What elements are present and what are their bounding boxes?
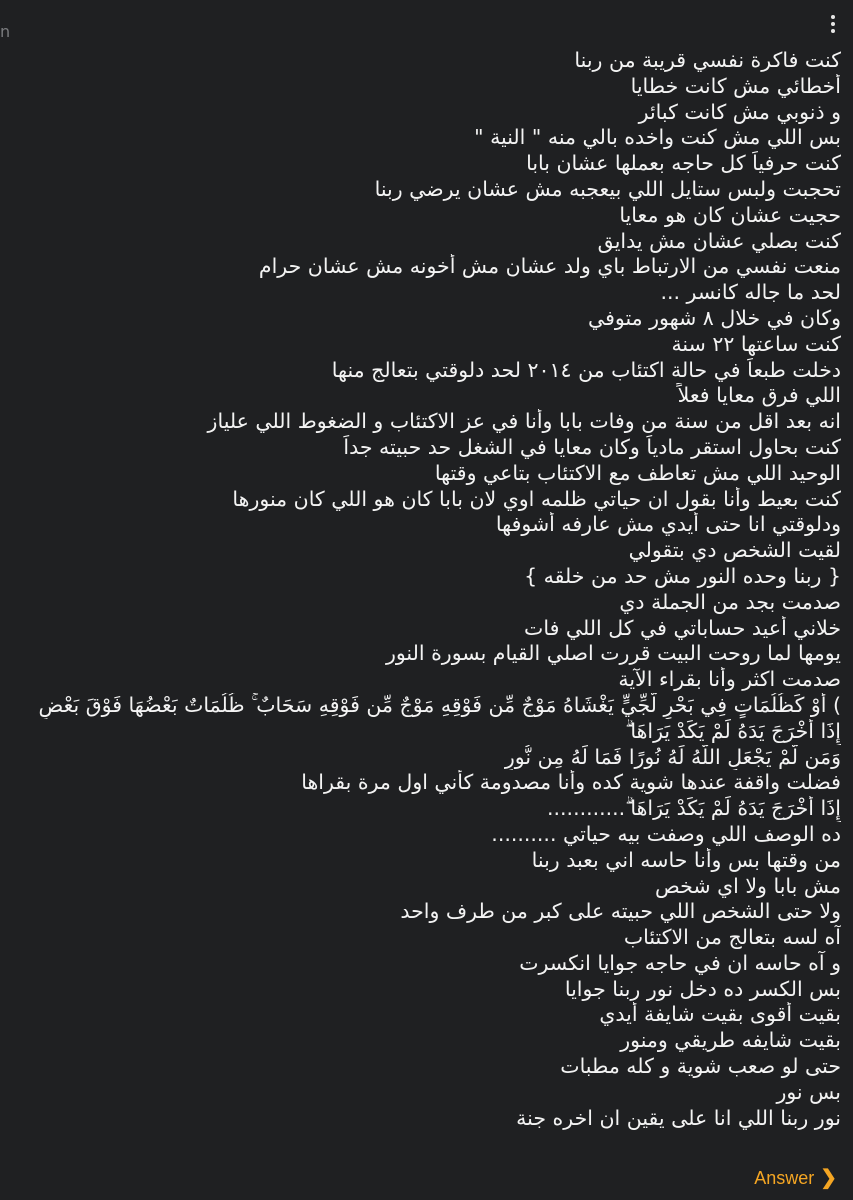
post-line: آه لسه بتعالج من الاكتئاب — [623, 925, 841, 950]
post-line: أخطائي مش كانت خطايا — [630, 73, 841, 98]
post-line: كنت حرفياً كل حاجه بعملها عشان بابا — [526, 151, 841, 176]
post-line: نور ربنا اللي انا على يقين ان اخره جنة — [516, 1105, 841, 1130]
post-line: منعت نفسي من الارتباط باي ولد عشان مش أخونه مش عشان حرام — [258, 254, 841, 279]
post-line: ولا حتى الشخص اللي حبيته على كبر من طرف واحد — [400, 899, 841, 924]
post-line: و آه حاسه ان في حاجه جوايا انكسرت — [519, 950, 841, 975]
left-edge-fragment: n — [0, 22, 11, 41]
post-line: كنت فاكرة نفسي قريبة من ربنا — [574, 48, 841, 72]
post-line: صدمت اكثر وأنا بقراء الآية — [618, 667, 841, 692]
post-line: لحد ما جاله كانسر ... — [660, 280, 841, 305]
post-line: فضلت واقفة عندها شوية كده وأنا مصدومة كأني اول مرة بقراها — [301, 770, 841, 795]
post-line: إِذَا أَخْرَجَ يَدَهُ لَمْ يَكَدْ يَرَاهَا ۗ............ — [547, 796, 841, 821]
post-line: خلاني أعيد حساباتي في كل اللي فات — [524, 615, 841, 640]
post-line: بس الكسر ده دخل نور ربنا جوايا — [564, 976, 841, 1001]
answer-button[interactable] — [754, 1166, 837, 1190]
post-line: الوحيد اللي مش تعاطف مع الاكتئاب بتاعي وقتها — [434, 460, 841, 485]
answer-label: Answer — [754, 1167, 815, 1188]
more-vertical-icon — [831, 15, 835, 19]
post-line: حتى لو صعب شوية و كله مطبات — [560, 1054, 841, 1079]
post-line: ده الوصف اللي وصفت بيه حياتي .......... — [491, 821, 841, 846]
post-line: تحجبت ولبس ستايل اللي بيعجبه مش عشان يرضي ربنا — [374, 176, 841, 201]
post-line: كنت ساعتها ٢٢ سنة — [671, 331, 841, 356]
more-options-button[interactable] — [825, 10, 841, 38]
post-line: انه بعد اقل من سنة من وفات بابا وأنا في عز الاكتئاب و الضغوط اللي علياز — [207, 409, 841, 434]
post-line: إِذَا أَخْرَجَ يَدَهُ لَمْ يَكَدْ يَرَاهَا ۗ — [625, 718, 841, 743]
post-line: اللي فرق معايا فعلاً — [677, 383, 841, 408]
post-line: بس نور — [776, 1079, 841, 1104]
post-line: من وقتها بس وأنا حاسه اني بعبد ربنا — [531, 847, 841, 872]
post-line: ودلوقتي انا حتى أيدي مش عارفه أشوفها — [495, 512, 841, 537]
post-line: { ربنا وحده النور مش حد من خلقه } — [524, 563, 841, 588]
post-line: وكان في خلال ٨ شهور متوفي — [587, 305, 841, 330]
post-line: بس اللي مش كنت واخده بالي منه " النية " — [474, 125, 841, 150]
post-line: كنت بصلي عشان مش يدايق — [597, 228, 841, 253]
post-line: كنت بعيط وأنا بقول ان حياتي ظلمه اوي لان بابا كان هو اللي كان منورها — [232, 486, 841, 511]
post-line: بقيت شايفه طريقي ومنور — [620, 1028, 841, 1053]
chevron-right-icon: ❯ — [820, 1167, 837, 1189]
post-body — [16, 48, 841, 1131]
post-line: مش بابا ولا اي شخص — [655, 873, 841, 898]
post-line: ) أَوْ كَظُلُمَاتٍ فِي بَحْرٍ لُّجِّيٍّ يَغْشَاهُ مَوْجٌ مِّن فَوْقِهِ مَوْجٌ مِّن فَوْقِهِ سَحَابٌ ۚ ظُلُمَاتٌ بَعْضُهَا فَوْقَ بَعْضٍ — [38, 692, 841, 717]
post-line: بقيت أقوى بقيت شايفة أيدي — [599, 1002, 841, 1027]
post-line: لقيت الشخص دي بتقولي — [628, 538, 841, 563]
post-line: كنت بحاول استقر مادياً وكان معايا في الشغل حد حبيته جداً — [343, 434, 841, 459]
post-line: حجيت عشان كان هو معايا — [619, 202, 841, 227]
post-line: وَمَن لَّمْ يَجْعَلِ اللَّهُ لَهُ نُورًا فَمَا لَهُ مِن نُّورٍ — [504, 744, 841, 769]
post-line: يومها لما روحت البيت قررت اصلي القيام بسورة النور — [385, 641, 841, 666]
post-line: و ذنوبي مش كانت كبائر — [638, 99, 841, 124]
post-line: دخلت طبعاً في حالة اكتئاب من ٢٠١٤ لحد دلوقتي بتعالج منها — [331, 357, 841, 382]
post-line: صدمت بجد من الجملة دي — [619, 589, 841, 614]
